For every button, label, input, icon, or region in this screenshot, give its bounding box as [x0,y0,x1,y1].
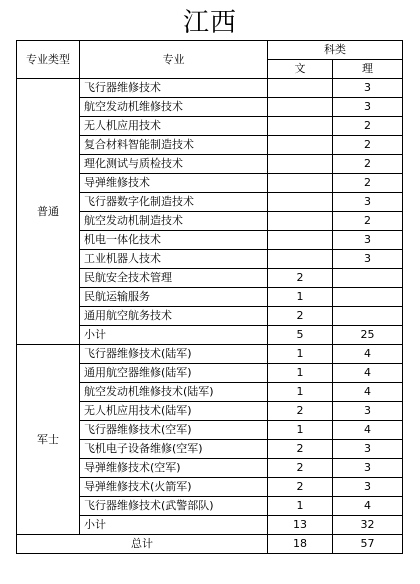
major-name-cell: 工业机器人技术 [80,250,268,269]
table-row [17,79,403,98]
header-wen: 文 [268,60,333,79]
wen-count-cell: 1 [268,288,333,307]
major-name-cell: 飞机电子设备维修(空军) [80,440,268,459]
li-count-cell: 3 [333,459,403,478]
li-count-cell: 2 [333,212,403,231]
li-count-cell: 2 [333,155,403,174]
li-count-cell: 4 [333,364,403,383]
major-name-cell: 导弹维修技术(空军) [80,459,268,478]
wen-count-cell [268,136,333,155]
li-count-cell [333,269,403,288]
li-count-cell: 4 [333,345,403,364]
major-type-cell: 普通 [17,79,80,345]
li-count-cell: 3 [333,250,403,269]
major-name-cell: 无人机应用技术(陆军) [80,402,268,421]
wen-count-cell [268,79,333,98]
li-count-cell: 3 [333,79,403,98]
wen-count-cell [268,231,333,250]
li-count-cell: 3 [333,402,403,421]
wen-count-cell: 2 [268,478,333,497]
wen-count-cell [268,117,333,136]
total-label: 总计 [17,535,268,554]
wen-count-cell: 1 [268,345,333,364]
major-name-cell: 无人机应用技术 [80,117,268,136]
wen-count-cell [268,193,333,212]
wen-count-cell [268,98,333,117]
header-type: 专业类型 [17,41,80,79]
wen-count-cell [268,174,333,193]
major-name-cell: 航空发动机维修技术 [80,98,268,117]
li-count-cell: 2 [333,117,403,136]
li-count-cell: 3 [333,440,403,459]
li-count-cell: 4 [333,383,403,402]
header-subject: 科类 [268,41,403,60]
table-row [17,345,403,364]
li-count-cell: 2 [333,136,403,155]
subtotal-label: 小计 [80,326,268,345]
major-name-cell: 导弹维修技术 [80,174,268,193]
major-name-cell: 复合材料智能制造技术 [80,136,268,155]
li-count-cell [333,288,403,307]
header-major: 专业 [80,41,268,79]
header-row [17,41,403,60]
major-name-cell: 飞行器维修技术(空军) [80,421,268,440]
major-name-cell: 飞行器维修技术 [80,79,268,98]
enrollment-table [16,40,403,554]
major-name-cell: 飞行器数字化制造技术 [80,193,268,212]
major-name-cell: 机电一体化技术 [80,231,268,250]
subtotal-wen: 13 [268,516,333,535]
li-count-cell: 3 [333,98,403,117]
major-name-cell: 通用航空航务技术 [80,307,268,326]
wen-count-cell: 2 [268,307,333,326]
wen-count-cell: 1 [268,421,333,440]
subtotal-wen: 5 [268,326,333,345]
wen-count-cell: 2 [268,402,333,421]
header-li: 理 [333,60,403,79]
li-count-cell [333,307,403,326]
li-count-cell: 3 [333,193,403,212]
total-row [17,535,403,554]
wen-count-cell: 2 [268,440,333,459]
major-name-cell: 飞行器维修技术(武警部队) [80,497,268,516]
wen-count-cell [268,212,333,231]
wen-count-cell: 1 [268,364,333,383]
major-name-cell: 民航运输服务 [80,288,268,307]
wen-count-cell: 1 [268,497,333,516]
major-name-cell: 航空发动机维修技术(陆军) [80,383,268,402]
wen-count-cell [268,155,333,174]
major-name-cell: 民航安全技术管理 [80,269,268,288]
wen-count-cell: 2 [268,269,333,288]
li-count-cell: 4 [333,497,403,516]
wen-count-cell: 1 [268,383,333,402]
page-title: 江西 [182,8,237,38]
major-name-cell: 导弹维修技术(火箭军) [80,478,268,497]
major-name-cell: 飞行器维修技术(陆军) [80,345,268,364]
major-name-cell: 航空发动机制造技术 [80,212,268,231]
li-count-cell: 3 [333,231,403,250]
total-wen: 18 [268,535,333,554]
subtotal-li: 32 [333,516,403,535]
major-name-cell: 理化测试与质检技术 [80,155,268,174]
subtotal-label: 小计 [80,516,268,535]
major-name-cell: 通用航空器维修(陆军) [80,364,268,383]
major-type-cell: 军士 [17,345,80,535]
total-li: 57 [333,535,403,554]
li-count-cell: 4 [333,421,403,440]
wen-count-cell: 2 [268,459,333,478]
li-count-cell: 2 [333,174,403,193]
wen-count-cell [268,250,333,269]
li-count-cell: 3 [333,478,403,497]
subtotal-li: 25 [333,326,403,345]
